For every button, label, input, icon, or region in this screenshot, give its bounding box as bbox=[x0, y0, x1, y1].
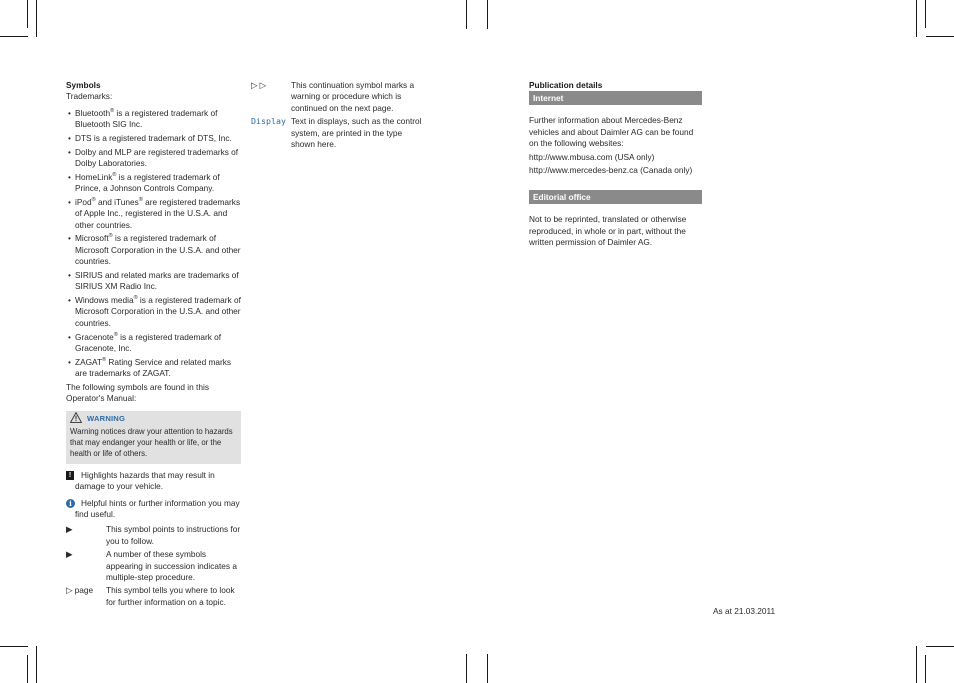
warning-label: WARNING bbox=[87, 414, 126, 424]
continuation-icon: ▷ ▷ bbox=[251, 80, 267, 90]
display-row: Display Text in displays, such as the control system, are printed in the type shown here. bbox=[251, 116, 422, 150]
trademark-item: • Dolby and MLP are registered trademarks of Dolby Laboratories. bbox=[68, 146, 239, 169]
symbol-row: ▶ This symbol points to instructions for you to follow. bbox=[66, 524, 241, 546]
crop-mark bbox=[27, 655, 28, 683]
symbols-column-continued bbox=[251, 80, 427, 150]
crop-mark bbox=[36, 646, 37, 683]
trademark-item: • DTS is a registered trademark of DTS, Inc. bbox=[68, 132, 232, 143]
symbol-row: ▶ A number of these symbols appearing in succession indicates a multiple-step procedure. bbox=[66, 549, 237, 582]
exclamation-icon: ! bbox=[66, 471, 74, 480]
hazard-note: ! Highlights hazards that may result in damage to your vehicle. bbox=[66, 470, 241, 493]
symbols-heading: Symbols bbox=[66, 80, 101, 90]
crop-mark bbox=[916, 0, 917, 37]
symbol-row: ▷ page This symbol tells you where to look for further information on a topic. bbox=[66, 585, 235, 607]
trademark-item: • Bluetooth® is a registered trademark of Bluetooth SIG Inc. bbox=[68, 107, 218, 130]
continuation-row: ▷ ▷ This continuation symbol marks a warning or procedure which is continued on the next page. bbox=[251, 80, 415, 113]
editorial-text: Not to be reprinted, translated or otherwise reproduced, in whole or in part, without the written permission of Daimler AG. bbox=[529, 214, 687, 248]
publication-heading: Publication details bbox=[529, 80, 603, 90]
url-canada: http://www.mercedes-benz.ca (Canada only) bbox=[529, 165, 693, 176]
crop-mark bbox=[0, 36, 28, 37]
trademark-item: • iPod® and iTunes® are registered trademarks of Apple Inc., registered in the U.S.A. and other countries. bbox=[68, 196, 241, 230]
crop-mark bbox=[36, 0, 37, 37]
editorial-section-bar: Editorial office bbox=[529, 190, 702, 204]
display-type-sample: Display bbox=[251, 116, 286, 127]
internet-section-bar: Internet bbox=[529, 91, 702, 105]
crop-mark bbox=[925, 0, 926, 28]
internet-text: Further information about Mercedes-Benz vehicles and about Daimler AG can be found on the following websites: bbox=[529, 115, 694, 149]
page-reference-icon: ▷ page bbox=[66, 585, 94, 596]
crop-mark bbox=[466, 0, 467, 29]
crop-mark bbox=[466, 654, 467, 683]
crop-mark bbox=[0, 646, 28, 647]
symbols-column bbox=[66, 80, 241, 608]
symbols-intro: The following symbols are found in this Operator's Manual: bbox=[66, 381, 209, 404]
warning-triangle-icon bbox=[70, 412, 82, 426]
crop-mark bbox=[926, 36, 954, 37]
info-icon: i bbox=[66, 499, 75, 508]
warning-text: Warning notices draw your attention to hazards that may endanger your health or life, or the health or life of others. bbox=[70, 426, 233, 459]
crop-mark bbox=[487, 0, 488, 29]
trademark-item: • ZAGAT® Rating Service and related marks are trademarks of ZAGAT. bbox=[68, 356, 232, 379]
crop-mark bbox=[925, 655, 926, 683]
crop-mark bbox=[27, 0, 28, 28]
trademark-item: • SIRIUS and related marks are trademarks of SIRIUS XM Radio Inc. bbox=[68, 269, 239, 292]
crop-mark bbox=[487, 654, 488, 683]
arrow-icon: ▶ bbox=[66, 549, 73, 560]
hint-note: i Helpful hints or further information you may find useful. bbox=[66, 498, 241, 521]
arrow-icon: ▶ bbox=[66, 524, 73, 535]
crop-mark bbox=[916, 646, 917, 683]
url-usa: http://www.mbusa.com (USA only) bbox=[529, 151, 655, 162]
trademarks-label: Trademarks: bbox=[66, 91, 113, 102]
publication-date: As at 21.03.2011 bbox=[713, 606, 776, 616]
publication-column bbox=[529, 80, 702, 249]
warning-box bbox=[66, 411, 241, 464]
crop-mark bbox=[926, 646, 954, 647]
trademark-item: • Windows media® is a registered trademark of Microsoft Corporation in the U.S.A. and other countries. bbox=[68, 294, 241, 328]
trademark-item: • Microsoft® is a registered trademark of Microsoft Corporation in the U.S.A. and other countries. bbox=[68, 233, 241, 267]
trademark-item: • Gracenote® is a registered trademark of Gracenote, Inc. bbox=[68, 331, 222, 353]
trademark-item: • HomeLink® is a registered trademark of Prince, a Johnson Controls Company. bbox=[68, 171, 220, 194]
